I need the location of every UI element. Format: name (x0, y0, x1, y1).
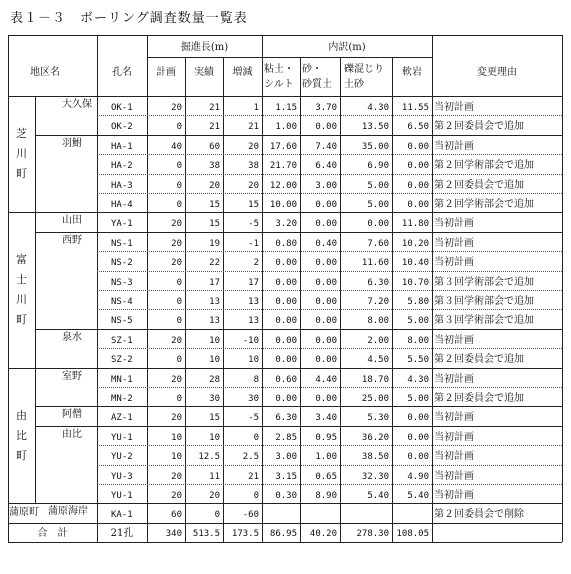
header-reason: 変更理由 (477, 67, 517, 78)
change-reason: 当初計画 (434, 102, 474, 113)
header-clay-2: シルト (264, 79, 294, 90)
column-divider (35, 96, 36, 503)
column-divider (562, 35, 563, 542)
diff-value: -10 (242, 335, 259, 346)
clay-value: 3.20 (275, 219, 297, 230)
rock-value: 11.55 (401, 103, 429, 113)
column-divider (432, 35, 433, 542)
change-reason: 当初計画 (434, 373, 474, 385)
actual-value: 11 (209, 471, 220, 482)
clay-value: 10.00 (269, 200, 297, 210)
town-name-char: 町 (16, 313, 27, 326)
sand-value: 0.00 (315, 200, 337, 210)
diff-value: 0 (253, 491, 259, 501)
clay-value: 17.60 (269, 141, 297, 152)
change-reason: 第２回委員会で追加 (434, 179, 524, 191)
row-divider (147, 57, 262, 58)
sand-value: 1.00 (315, 452, 337, 463)
rock-value: 8.00 (407, 335, 429, 346)
row-divider (97, 290, 562, 291)
row-divider (97, 465, 562, 466)
change-reason: 第２回委員会で追加 (434, 393, 524, 404)
change-reason: 第２回委員会で削除 (434, 509, 524, 521)
actual-value: 38 (209, 161, 220, 172)
diff-value: 10 (248, 355, 259, 366)
clay-value: 12.00 (269, 180, 297, 191)
gravel-value: 18.70 (361, 374, 389, 385)
gravel-value: 0.00 (367, 219, 389, 230)
hole-id: YA-1 (111, 219, 133, 230)
actual-value: 20 (209, 491, 220, 501)
change-reason: 第２回委員会で追加 (434, 354, 524, 366)
town-name-char: 士 (16, 273, 27, 286)
rock-value: 11.80 (401, 219, 429, 230)
diff-value: 2.5 (242, 452, 259, 463)
change-reason: 第３回学術部会で追加 (434, 296, 534, 307)
header-sand-1: 砂・ (302, 64, 322, 75)
sand-value: 0.00 (315, 394, 337, 404)
gravel-value: 38.50 (361, 452, 389, 463)
sand-value: 0.00 (315, 219, 337, 230)
row-divider (35, 232, 562, 233)
diff-value: 20 (248, 180, 259, 191)
rock-value: 6.50 (407, 122, 429, 133)
clay-value: 0.00 (275, 297, 297, 307)
actual-value: 10 (209, 432, 220, 443)
total-rock: 108.05 (396, 528, 429, 539)
rock-value: 4.30 (407, 374, 429, 385)
subdistrict-name: 由比 (62, 428, 82, 440)
clay-value: 2.85 (275, 432, 297, 443)
rock-value: 10.20 (401, 238, 429, 249)
plan-value: 0 (176, 316, 182, 327)
total-plan: 340 (165, 528, 182, 539)
actual-value: 19 (209, 238, 220, 249)
actual-value: 13 (209, 297, 220, 307)
actual-value: 17 (209, 277, 220, 288)
row-divider (97, 115, 562, 116)
hole-id: HA-2 (111, 161, 133, 172)
row-divider (97, 193, 562, 194)
hole-id: SZ-2 (111, 355, 133, 366)
hole-id: YU-1 (111, 491, 133, 501)
rock-value: 0.00 (407, 161, 429, 172)
row-divider (97, 154, 562, 155)
page-title: 表１－３ ボーリング調査数量一覧表 (10, 11, 248, 26)
gravel-value: 25.00 (361, 394, 389, 404)
hole-id: NS-5 (111, 316, 133, 327)
hole-id: HA-4 (111, 200, 133, 210)
plan-value: 0 (176, 200, 182, 210)
plan-value: 0 (176, 297, 182, 307)
diff-value: 13 (248, 316, 259, 327)
clay-value: 3.15 (275, 471, 297, 482)
diff-value: 15 (248, 200, 259, 210)
rock-value: 10.70 (401, 277, 429, 288)
clay-value: 0.80 (275, 238, 297, 249)
plan-value: 20 (171, 219, 182, 230)
actual-value: 15 (209, 413, 220, 424)
hole-id: NS-1 (111, 238, 133, 249)
row-divider (8, 542, 562, 543)
clay-value: 21.70 (269, 161, 297, 172)
row-divider (262, 57, 432, 58)
gravel-value: 7.20 (367, 297, 389, 307)
change-reason: 第２回学術部会で追加 (434, 160, 534, 172)
rock-value: 0.00 (407, 452, 429, 463)
total-label: 合 計 (37, 527, 68, 539)
hole-id: AZ-1 (111, 413, 133, 424)
rock-value: 5.80 (407, 297, 429, 307)
header-gravel-1: 礫混じり (344, 64, 384, 75)
plan-value: 0 (176, 180, 182, 191)
sand-value: 0.00 (315, 335, 337, 346)
diff-value: 1 (253, 103, 259, 113)
row-divider (8, 35, 562, 36)
plan-value: 20 (171, 258, 182, 269)
rock-value: 5.50 (407, 355, 429, 366)
town-name: 蒲原町 (9, 507, 39, 519)
gravel-value: 5.30 (367, 413, 389, 424)
town-name-char: 町 (16, 448, 27, 462)
hole-id: MN-2 (111, 394, 133, 404)
gravel-value: 32.30 (361, 471, 389, 482)
header-drill-group: 掘進長(m) (180, 42, 229, 53)
row-divider (35, 406, 562, 407)
town-name-char: 町 (16, 167, 27, 181)
change-reason: 当初計画 (434, 451, 474, 463)
change-reason: 当初計画 (434, 237, 474, 249)
header-diff: 増減 (232, 67, 253, 78)
rock-value: 0.00 (407, 200, 429, 210)
row-divider (8, 96, 562, 97)
gravel-value: 36.20 (361, 432, 389, 443)
plan-value: 0 (176, 394, 182, 404)
total-holes: 21孔 (110, 527, 134, 539)
clay-value: 0.00 (275, 335, 297, 346)
hole-id: HA-1 (111, 141, 133, 152)
header-clay-1: 粘土・ (264, 64, 294, 75)
sand-value: 6.40 (315, 161, 337, 172)
sand-value: 8.90 (315, 491, 337, 501)
town-name-char: 川 (16, 293, 27, 306)
diff-value: -5 (248, 413, 259, 424)
row-divider (35, 329, 562, 330)
plan-value: 20 (171, 374, 182, 385)
gravel-value: 5.40 (367, 491, 389, 501)
plan-value: 0 (176, 122, 182, 133)
row-divider (97, 174, 562, 175)
diff-value: 21 (248, 122, 259, 133)
actual-value: 13 (209, 316, 220, 327)
plan-value: 20 (171, 491, 182, 501)
actual-value: 21 (209, 122, 220, 133)
plan-value: 10 (171, 432, 182, 443)
header-plan: 計画 (156, 67, 176, 78)
clay-value: 0.30 (275, 491, 297, 501)
hole-id: OK-2 (111, 122, 133, 133)
plan-value: 0 (176, 355, 182, 366)
hole-id: KA-1 (111, 510, 133, 521)
gravel-value: 11.60 (361, 258, 389, 269)
clay-value: 1.15 (275, 103, 297, 113)
town-name-char: 由 (16, 408, 27, 422)
row-divider (97, 484, 562, 485)
row-divider (97, 387, 562, 388)
total-sand: 40.20 (309, 528, 337, 539)
header-gravel-2: 土砂 (344, 79, 364, 90)
clay-value: 0.60 (275, 374, 297, 385)
town-name-char: 比 (16, 428, 27, 442)
row-divider (35, 135, 562, 136)
row-divider (8, 503, 562, 504)
header-hole: 孔名 (112, 67, 132, 78)
actual-value: 21 (209, 103, 220, 113)
header-actual: 実績 (194, 67, 214, 78)
hole-id: NS-4 (111, 297, 133, 307)
actual-value: 10 (209, 335, 220, 346)
sand-value: 0.00 (315, 297, 337, 307)
change-reason: 第２回学術部会で追加 (434, 199, 534, 210)
actual-value: 22 (209, 258, 220, 269)
hole-id: MN-1 (111, 374, 133, 385)
diff-value: 13 (248, 297, 259, 307)
sand-value: 0.00 (315, 277, 337, 288)
sand-value: 3.70 (315, 103, 337, 113)
header-district: 地区名 (30, 67, 60, 78)
gravel-value: 4.30 (367, 103, 389, 113)
actual-value: 20 (209, 180, 220, 191)
sand-value: 0.65 (315, 471, 337, 482)
row-divider (97, 348, 562, 349)
change-reason: 当初計画 (434, 412, 474, 424)
plan-value: 0 (176, 277, 182, 288)
clay-value: 0.00 (275, 355, 297, 366)
column-divider (97, 35, 98, 542)
actual-value: 15 (209, 219, 220, 230)
row-divider (35, 426, 562, 427)
diff-value: 30 (248, 394, 259, 404)
column-divider (8, 35, 9, 542)
rock-value: 5.00 (407, 394, 429, 404)
row-divider (97, 271, 562, 272)
sand-value: 0.00 (315, 122, 337, 133)
hole-id: YU-3 (111, 471, 133, 482)
gravel-value: 2.00 (367, 335, 389, 346)
change-reason: 第３回学術部会で追加 (434, 276, 534, 288)
row-divider (8, 212, 562, 213)
row-divider (8, 523, 562, 524)
row-divider (97, 251, 562, 252)
diff-value: 2 (253, 258, 259, 269)
gravel-value: 8.00 (367, 316, 389, 327)
town-name-char: 富 (16, 253, 27, 266)
row-divider (8, 368, 562, 369)
plan-value: 0 (176, 161, 182, 172)
clay-value: 1.00 (275, 122, 297, 133)
total-actual: 513.5 (192, 528, 220, 539)
gravel-value: 35.00 (361, 141, 389, 152)
plan-value: 20 (171, 103, 182, 113)
rock-value: 0.00 (407, 413, 429, 424)
hole-id: NS-3 (111, 277, 133, 288)
change-reason: 当初計画 (434, 470, 474, 482)
change-reason: 当初計画 (434, 490, 474, 501)
diff-value: -1 (248, 238, 259, 249)
hole-id: SZ-1 (111, 335, 133, 346)
gravel-value: 6.90 (367, 161, 389, 172)
change-reason: 当初計画 (434, 334, 474, 346)
subdistrict-name: 西野 (62, 234, 82, 246)
sand-value: 0.00 (315, 355, 337, 366)
rock-value: 0.00 (407, 432, 429, 443)
change-reason: 第３回学術部会で追加 (434, 315, 534, 327)
sand-value: 3.40 (315, 413, 337, 424)
gravel-value: 13.50 (361, 122, 389, 133)
actual-value: 30 (209, 394, 220, 404)
change-reason: 当初計画 (434, 431, 474, 443)
actual-value: 10 (209, 355, 220, 366)
subdistrict-name: 大久保 (62, 99, 92, 110)
row-divider (97, 309, 562, 310)
header-breakdown-group: 内訳(m) (328, 42, 366, 53)
header-sand-2: 砂質土 (302, 79, 332, 90)
sand-value: 4.40 (315, 374, 337, 385)
diff-value: 8 (253, 374, 259, 385)
clay-value: 6.30 (275, 413, 297, 424)
rock-value: 5.00 (407, 316, 429, 327)
clay-value: 3.00 (275, 452, 297, 463)
plan-value: 20 (171, 335, 182, 346)
rock-value: 0.00 (407, 141, 429, 152)
change-reason: 当初計画 (434, 218, 474, 230)
subdistrict-name: 蒲原海岸 (48, 506, 88, 518)
rock-value: 4.90 (407, 471, 429, 482)
clay-value: 0.00 (275, 277, 297, 288)
hole-id: YU-1 (111, 432, 133, 443)
diff-value: 20 (248, 141, 259, 152)
plan-value: 20 (171, 413, 182, 424)
sand-value: 0.00 (315, 316, 337, 327)
plan-value: 10 (171, 452, 182, 463)
gravel-value: 6.30 (367, 277, 389, 288)
gravel-value: 4.50 (367, 355, 389, 366)
town-name-char: 川 (16, 147, 27, 161)
sand-value: 0.00 (315, 258, 337, 269)
change-reason: 当初計画 (434, 140, 474, 152)
diff-value: 17 (248, 277, 259, 288)
sand-value: 0.95 (315, 432, 337, 443)
change-reason: 第２回委員会で追加 (434, 121, 524, 133)
change-reason: 当初計画 (434, 257, 474, 269)
hole-id: NS-2 (111, 258, 133, 269)
row-divider (97, 445, 562, 446)
total-gravel: 278.30 (356, 528, 389, 539)
diff-value: 21 (248, 471, 259, 482)
actual-value: 60 (209, 141, 220, 152)
gravel-value: 5.00 (367, 180, 389, 191)
plan-value: 40 (171, 141, 182, 152)
subdistrict-name: 泉水 (62, 331, 82, 343)
subdistrict-name: 山田 (62, 215, 82, 227)
actual-value: 12.5 (198, 452, 220, 463)
total-clay: 86.95 (269, 528, 297, 539)
hole-id: OK-1 (111, 103, 133, 113)
clay-value: 0.00 (275, 258, 297, 269)
gravel-value: 5.00 (367, 200, 389, 210)
sand-value: 7.40 (315, 141, 337, 152)
subdistrict-name: 阿僧 (62, 409, 82, 421)
header-rock: 軟岩 (402, 67, 422, 78)
total-diff: 173.5 (231, 528, 259, 539)
town-name-char: 芝 (16, 127, 27, 141)
sand-value: 3.00 (315, 180, 337, 191)
subdistrict-name: 羽鮒 (62, 137, 82, 149)
sand-value: 0.40 (315, 238, 337, 249)
diff-value: -5 (248, 219, 259, 230)
diff-value: -60 (242, 510, 259, 521)
plan-value: 20 (171, 238, 182, 249)
actual-value: 28 (209, 374, 220, 385)
subdistrict-name: 室野 (62, 370, 82, 382)
clay-value: 0.00 (275, 316, 297, 327)
gravel-value: 7.60 (367, 238, 389, 249)
hole-id: HA-3 (111, 180, 133, 191)
rock-value: 5.40 (407, 491, 429, 501)
actual-value: 15 (209, 200, 220, 210)
plan-value: 60 (171, 510, 182, 521)
hole-id: YU-2 (111, 452, 133, 463)
plan-value: 20 (171, 471, 182, 482)
diff-value: 0 (253, 432, 259, 443)
clay-value: 0.00 (275, 394, 297, 404)
diff-value: 38 (248, 161, 259, 172)
actual-value: 0 (214, 510, 220, 521)
rock-value: 0.00 (407, 180, 429, 191)
rock-value: 10.40 (401, 258, 429, 269)
